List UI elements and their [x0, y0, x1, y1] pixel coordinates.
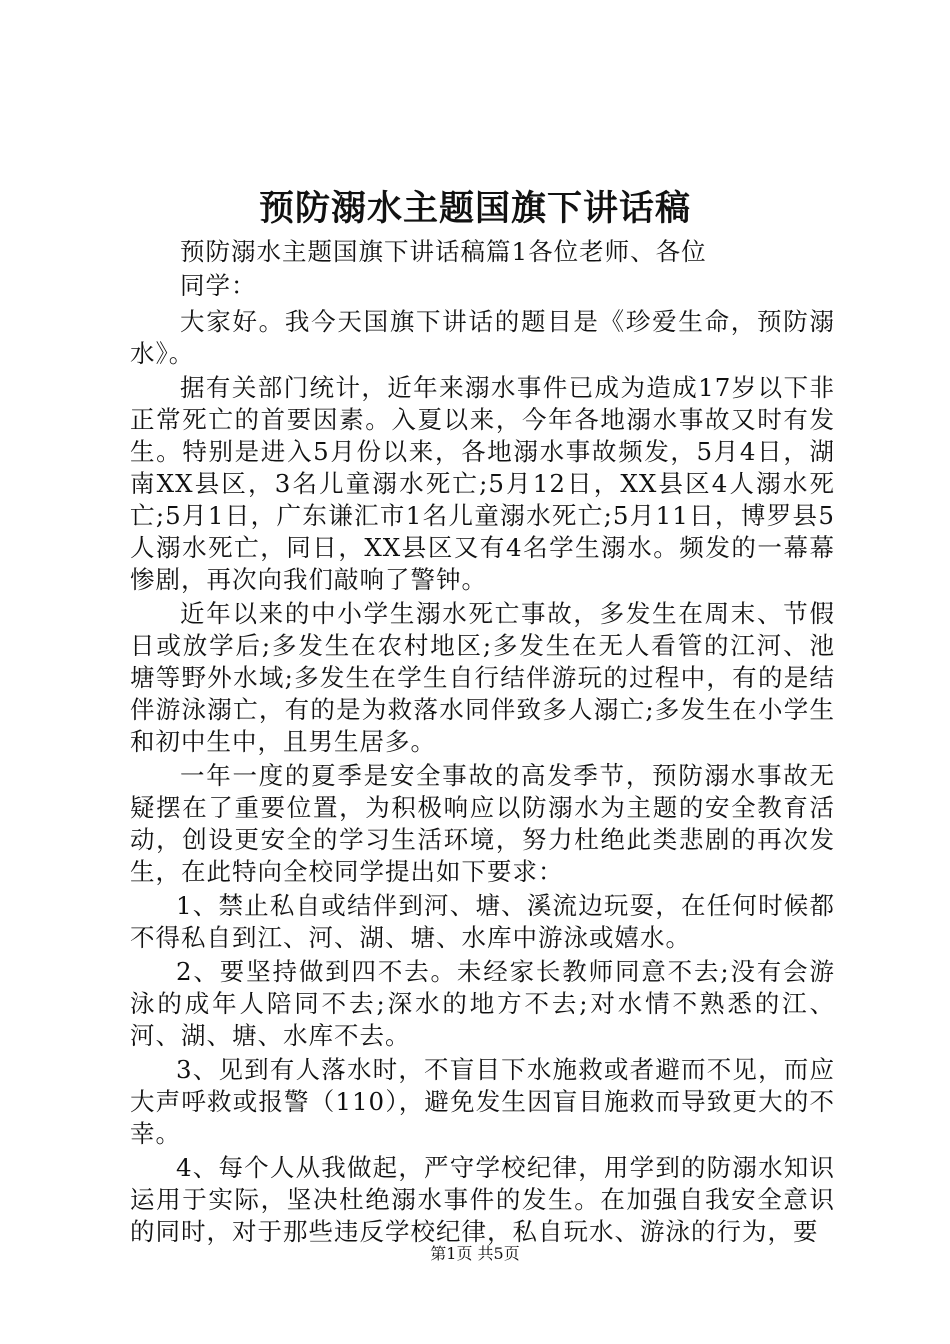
document-title: 预防溺水主题国旗下讲话稿 — [258, 188, 691, 229]
document-body — [130, 236, 835, 1250]
requirement-4: 4、每个人从我做起，严守学校纪律，用学到的防溺水知识运用于实际，坚决杜绝溺水事件的发生。在加强自我安全意识的同时，对于那些违反学校纪律，私自玩水、游泳的行为，要 — [130, 1153, 835, 1246]
paragraph-greeting: 大家好。我今天国旗下讲话的题目是《珍爱生命，预防溺水》。 — [130, 307, 835, 368]
page-footer: 第1页 共5页 — [430, 1244, 520, 1263]
paragraph-incident-patterns: 近年以来的中小学生溺水死亡事故，多发生在周末、节假日或放学后;多发生在农村地区;多发生在无人看管的江河、池塘等野外水域;多发生在学生自行结伴游玩的过程中，有的是结伴游泳溺亡，有的是为救落水同伴致多人溺亡;多发生在小学生和初中生中，且男生居多。 — [130, 599, 835, 756]
requirement-3: 3、见到有人落水时，不盲目下水施救或者避而不见，而应大声呼救或报警（110），避免发生因盲目施救而导致更大的不幸。 — [130, 1055, 835, 1148]
paragraph-greeting-target: 同学： — [180, 271, 257, 300]
paragraph-summer-safety: 一年一度的夏季是安全事故的高发季节，预防溺水事故无疑摆在了重要位置，为积极响应以防溺水为主题的安全教育活动，创设更安全的学习生活环境，努力杜绝此类悲剧的再次发生，在此特向全校同学提出如下要求： — [130, 761, 835, 886]
requirement-1: 1、禁止私自或结伴到河、塘、溪流边玩耍，在任何时候都不得私自到江、河、湖、塘、水库中游泳或嬉水。 — [130, 891, 835, 952]
paragraph-statistics: 据有关部门统计，近年来溺水事件已成为造成17岁以下非正常死亡的首要因素。入夏以来，今年各地溺水事故又时有发生。特别是进入5月份以来，各地溺水事故频发，5月4日，湖南XX县区，3名儿童溺水死亡;5月12日，XX县区4人溺水死亡;5月1日，广东谦汇市1名儿童溺水死亡;5月11日，博罗县5人溺水死亡，同日，XX县区又有4名学生溺水。频发的一幕幕惨剧，再次向我们敲响了警钟。 — [130, 373, 835, 594]
paragraph-intro: 预防溺水主题国旗下讲话稿篇1各位老师、各位 — [180, 237, 707, 266]
requirement-2: 2、要坚持做到四不去。未经家长教师同意不去;没有会游泳的成年人陪同不去;深水的地方不去;对水情不熟悉的江、河、湖、塘、水库不去。 — [130, 957, 835, 1050]
